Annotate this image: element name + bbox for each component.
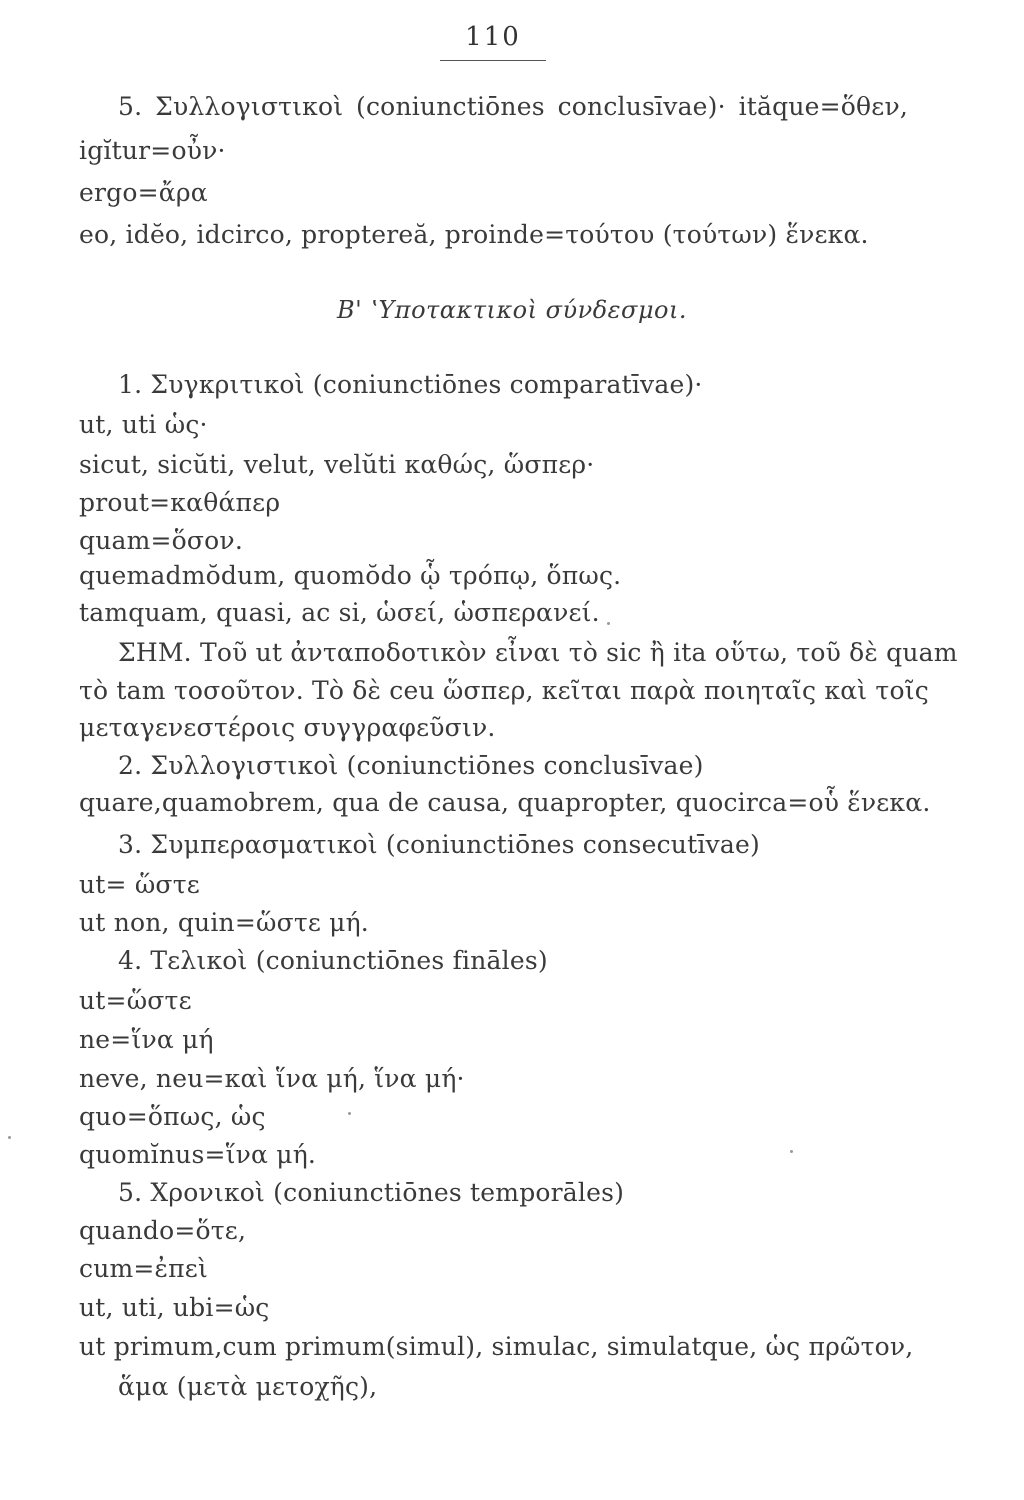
- text-line: ἅμα (μετὰ μετοχῆς),: [118, 1372, 378, 1401]
- text-line: quemadmŏdum, quomŏdo ᾧ τρόπῳ, ὅπως.: [79, 561, 622, 590]
- text-line: ut, uti, ubi=ὡς: [79, 1293, 270, 1322]
- paper-speck: [790, 1150, 793, 1153]
- page-number-rule: [440, 60, 546, 61]
- paper-speck: [348, 1112, 351, 1115]
- text-line: ut=ὥστε: [79, 986, 192, 1015]
- text-line: μεταγενεστέροις συγγραφεῦσιν.: [79, 713, 496, 742]
- text-line: ne=ἵνα μή: [79, 1025, 214, 1054]
- text-line: quam=ὅσον.: [79, 526, 243, 555]
- text-line: ut, uti ὡς·: [79, 410, 208, 439]
- section-heading: B' ʽΥποτακτικοὶ σύνδεσμοι.: [336, 296, 688, 324]
- text-line: tamquam, quasi, ac si, ὡσεί, ὡσπερανεί.: [79, 598, 600, 627]
- text-line: neve, neu=καὶ ἵνα μή, ἵνα μή·: [79, 1064, 465, 1093]
- text-line: τὸ tam τοσοῦτον. Τὸ δὲ ceu ὥσπερ, κεῖται παρὰ ποιηταῖς καὶ τοῖς: [79, 676, 929, 705]
- text-line: igĭtur=οὖν·: [79, 136, 226, 165]
- text-line: ergo=ἄρα: [79, 178, 208, 207]
- text-line: 4. Τελικοὶ (coniunctiōnes fināles): [118, 946, 548, 975]
- text-line: 2. Συλλογιστικοὶ (coniunctiōnes conclusīvae): [118, 751, 704, 780]
- text-line: quo=ὅπως, ὡς: [79, 1102, 266, 1131]
- text-line: prout=καθάπερ: [79, 488, 281, 517]
- text-line: eo, idĕo, idcirco, proptereă, proinde=τούτου (τούτων) ἕνεκα.: [79, 220, 869, 249]
- text-line: ΣΗΜ. Τοῦ ut ἀνταποδοτικὸν εἶναι τὸ sic ἢ ita οὕτω, τοῦ δὲ quam: [118, 638, 958, 667]
- text-line: ut= ὥστε: [79, 870, 200, 899]
- text-line: 3. Συμπερασματικοὶ (coniunctiōnes consecutīvae): [118, 830, 760, 859]
- text-line: quomĭnus=ἵνα μή.: [79, 1140, 317, 1169]
- text-line: sicut, sicŭti, velut, velŭti καθώς, ὥσπερ·: [79, 450, 595, 479]
- text-line: ut primum,cum primum(simul), simulac, simulatque, ὡς πρῶτον,: [79, 1332, 914, 1361]
- text-line: quando=ὅτε,: [79, 1216, 247, 1245]
- page-number: 110: [465, 22, 521, 52]
- text-line: quare,quamobrem, qua de causa, quapropter, quocirca=οὗ ἕνεκα.: [79, 788, 931, 817]
- text-line: ut non, quin=ὥστε μή.: [79, 908, 369, 937]
- text-line: 1. Συγκριτικοὶ (coniunctiōnes comparatīvae)·: [118, 370, 703, 399]
- paper-speck: [8, 1136, 11, 1139]
- paper-speck: [607, 622, 610, 625]
- text-line: 5. Συλλογιστικοὶ (coniunctiōnes conclusīvae)· ităque=ὅθεν,: [118, 92, 908, 121]
- text-line: 5. Χρονικοὶ (coniunctiōnes temporāles): [118, 1178, 625, 1207]
- text-line: cum=ἐπεὶ: [79, 1254, 208, 1283]
